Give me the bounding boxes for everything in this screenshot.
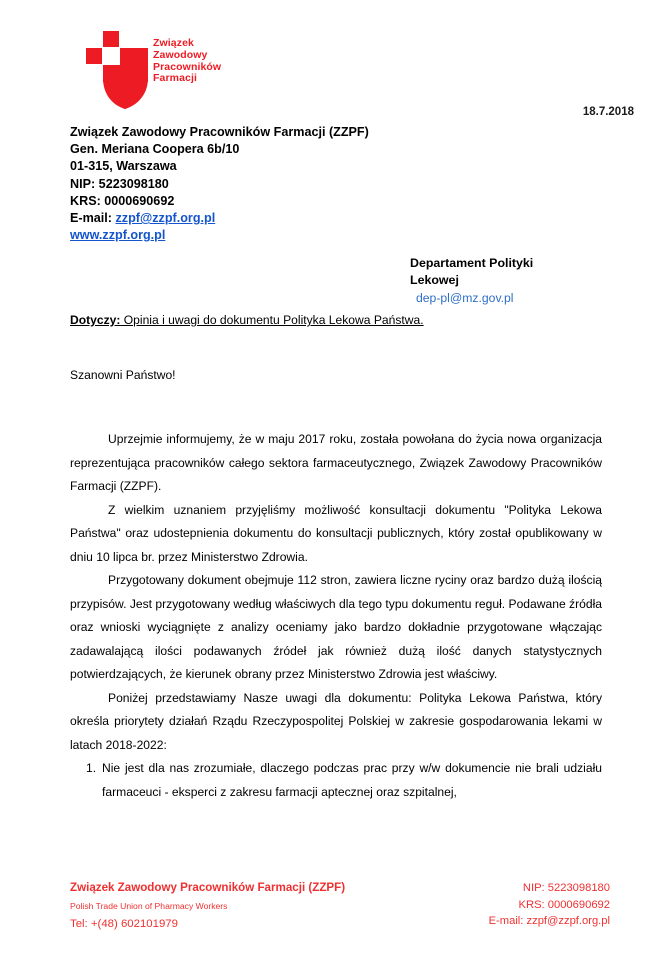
sender-website-link[interactable]: www.zzpf.org.pl — [70, 228, 166, 243]
footer-nip: NIP: 5223098180 — [522, 882, 610, 894]
recipient-line-1: Departament Polityki — [410, 256, 534, 270]
sender-email-row — [70, 210, 369, 227]
footer-organization: Związek Zawodowy Pracowników Farmacji (ZZPF) — [70, 881, 346, 894]
sender-organization: Związek Zawodowy Pracowników Farmacji (ZZPF) — [70, 125, 369, 139]
subject-line — [70, 313, 424, 327]
footer-email: E-mail: zzpf@zzpf.org.pl — [488, 915, 610, 927]
remarks-list — [70, 757, 602, 804]
body-paragraph: Z wielkim uznaniem przyjęliśmy możliwość konsultacji dokumentu "Polityka Lekowa Państwa" oraz udostepnienia dokumentu do konsultacji publicznych, który został opublikowany w dniu 10 lipca br. przez Ministerstwo Zdrowia. — [70, 502, 602, 564]
recipient-block — [410, 255, 533, 307]
logo-line-2: Zawodowy — [153, 48, 208, 61]
footer-left-block — [70, 880, 345, 933]
letterhead — [86, 30, 386, 110]
subject-label: Dotyczy: — [70, 313, 121, 327]
footer-subtitle: Polish Trade Union of Pharmacy Workers — [70, 900, 228, 911]
sender-city: 01-315, Warszawa — [70, 159, 177, 174]
list-item: Nie jest dla nas zrozumiałe, dlaczego podczas prac przy w/w dokumencie nie brali udziału farmaceuci - eksperci z zakresu farmacji aptecznej oraz szpitalnej, — [102, 761, 602, 799]
letter-body — [70, 428, 602, 804]
logo-wordmark — [153, 38, 221, 85]
logo-line-1: Związek — [153, 37, 194, 49]
body-paragraph: Uprzejmie informujemy, że w maju 2017 roku, została powołana do życia nowa organizacja reprezentująca pracowników całego sektora farmaceutycznego, Związek Zawodowy Pracowników Farmacji (ZZPF). — [70, 432, 602, 493]
sender-nip: NIP: 5223098180 — [70, 176, 169, 191]
subject-text: Opinia i uwagi do dokumentu Polityka Lekowa Państwa. — [120, 313, 424, 327]
page-footer — [0, 880, 672, 950]
sender-email-link[interactable]: zzpf@zzpf.org.pl — [115, 211, 216, 226]
sender-krs: KRS: 0000690692 — [70, 193, 175, 208]
letter-date: 18.7.2018 — [582, 106, 634, 118]
footer-krs: KRS: 0000690692 — [518, 898, 610, 911]
salutation: Szanowni Państwo! — [70, 368, 176, 382]
sender-email-label: E-mail: — [70, 211, 112, 226]
sender-street: Gen. Meriana Coopera 6b/10 — [70, 142, 240, 157]
recipient-line-2: Lekowej — [410, 273, 459, 287]
footer-telephone: Tel: +(48) 602101979 — [70, 918, 178, 930]
recipient-email-link[interactable]: dep-pl@mz.gov.pl — [416, 291, 514, 305]
sender-address-block — [70, 124, 369, 244]
body-paragraph: Przygotowany dokument obejmuje 112 stron, zawiera liczne ryciny oraz bardzo dużą ilością przypisów. Jest przygotowany według właściwych dla tego typu dokumentu reguł. Podawane źródła oraz wnioski wyciągnięte z analizy oceniamy jako bardzo dokładnie przygotowane włączając zadawalającą ilości podawanych źródeł jak również dużą ilość danych statystycznych potwierdzających, że kierunek obrany przez Ministerstwo Zdrowia jest właściwy. — [70, 573, 602, 681]
logo-line-3: Pracowników — [153, 60, 222, 73]
footer-right-block — [489, 880, 610, 930]
logo-line-4: Farmacji — [153, 72, 197, 85]
body-paragraph: Poniżej przedstawiamy Nasze uwagi dla dokumentu: Polityka Lekowa Państwa, który określa priorytety działań Rządu Rzeczypospolitej Polskiej w zakresie gospodarowania lekami w latach 2018-2022: — [70, 690, 602, 752]
